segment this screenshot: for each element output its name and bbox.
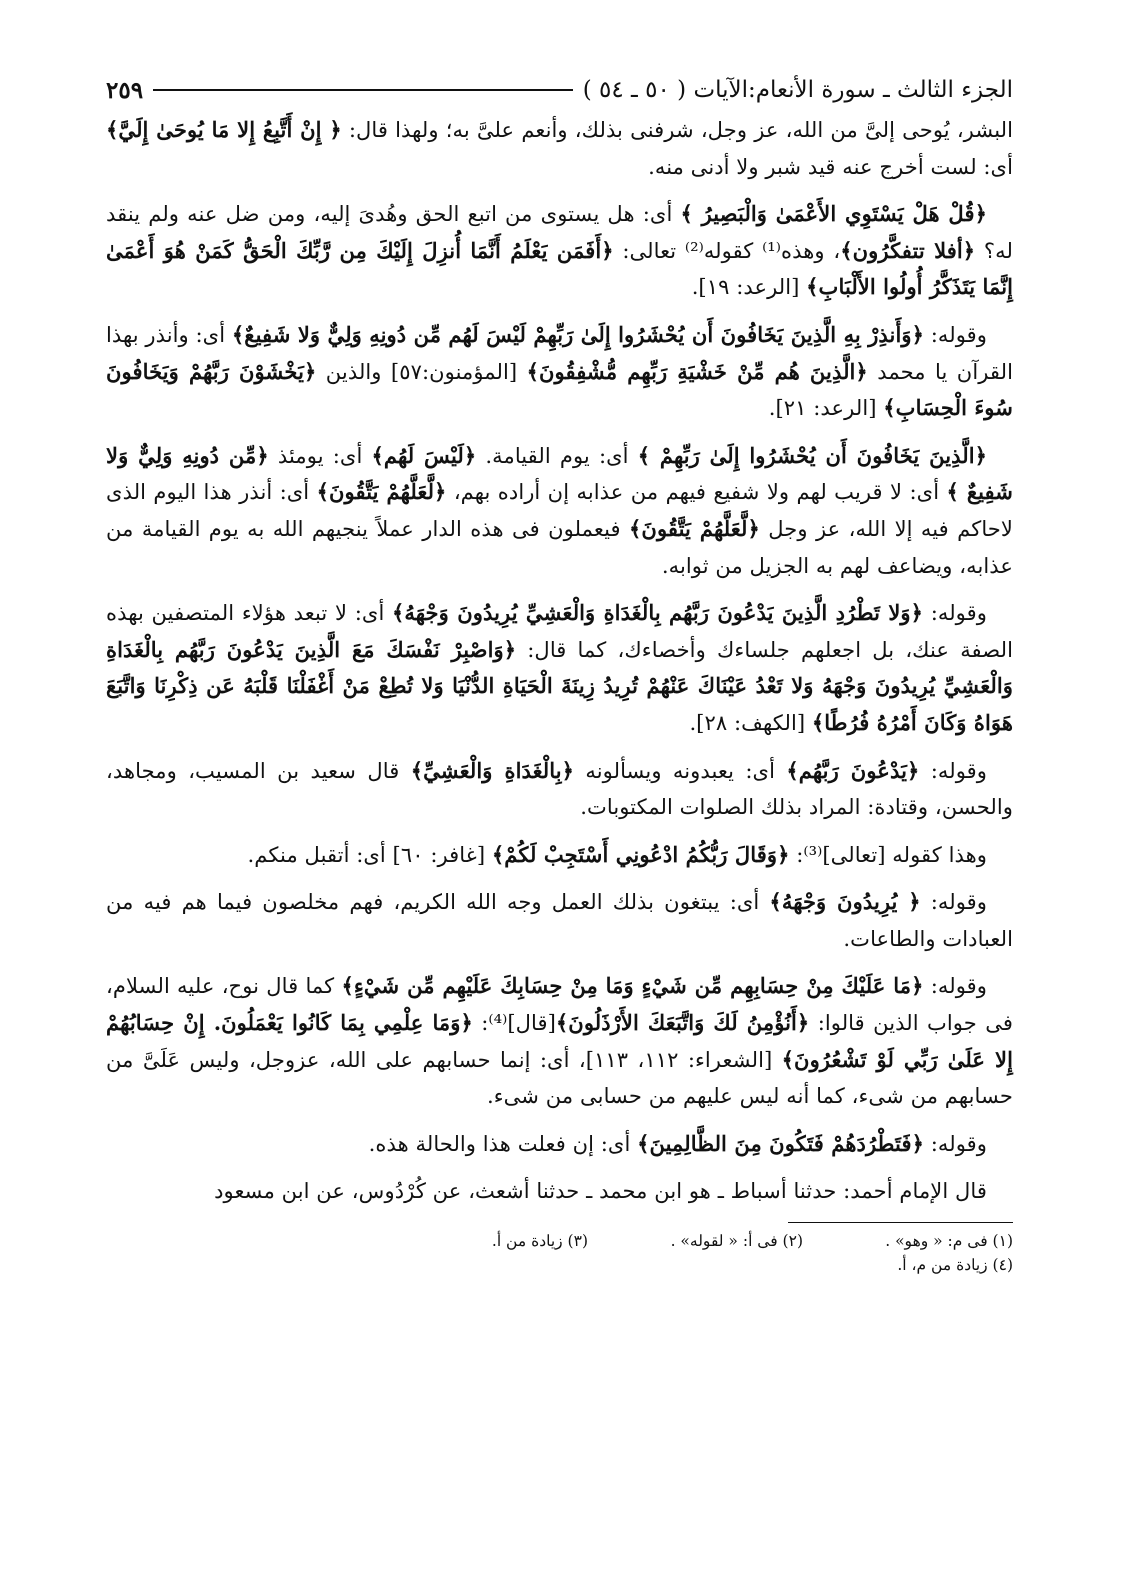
quran-quote: ﴿قُلْ هَلْ يَسْتَوِي الأَعْمَىٰ وَالْبَصِيرُ ﴾ xyxy=(680,201,987,227)
paragraph xyxy=(106,968,1013,1114)
text-run: [الرعد: ٢١]. xyxy=(768,395,884,421)
quran-quote: ﴿أفلا تتفكَّرُون﴾ xyxy=(840,237,976,263)
quran-quote: ﴿وَاصْبِرْ نَفْسَكَ مَعَ الَّذِينَ يَدْعُونَ رَبَّهُم بِالْغَدَاةِ وَالْعَشِيِّ يُرِيدُونَ وَجْهَهُ وَلا تَعْدُ عَيْنَاكَ عَنْهُمْ تُرِيدُ زِينَةَ الْحَيَاةِ الدُّنْيَا وَلا تُطِعْ مَنْ أَغْفَلْنَا قَلْبَهُ عَن ذِكْرِنَا وَاتَّبَعَ هَوَاهُ وَكَانَ أَمْرُهُ فُرُطًا﴾ xyxy=(106,636,1013,735)
paragraph xyxy=(106,837,1013,874)
footnote-1: (١) فى م: « وهو» . xyxy=(885,1232,1013,1251)
body-text xyxy=(106,112,1013,1210)
paragraph xyxy=(106,753,1013,826)
text-run: أى: أنذر هذا اليوم الذى لاحاكم فيه إلا الله، عز وجل xyxy=(106,479,1013,541)
text-run: أى: إن فعلت هذا والحالة هذه. xyxy=(368,1130,638,1156)
footnote-4: (٤) زيادة من م، أ. xyxy=(897,1256,1013,1275)
text-run: أى: هل يستوى من اتبع الحق وهُدىَ إليه، ومن ضل عنه ولم ينقد له؟ xyxy=(106,201,1013,263)
quran-quote: ﴿أَنُؤْمِنُ لَكَ وَاتَّبَعَكَ الأَرْذَلُونَ﴾ xyxy=(555,1010,810,1036)
text-run: [قال]⁽⁴⁾: xyxy=(472,1010,556,1036)
text-run: أى: يعبدونه ويسألونه xyxy=(574,757,787,783)
text-run: [غافر: ٦٠] أى: أتقبل منكم. xyxy=(247,841,492,867)
footnote-row xyxy=(106,1253,1013,1277)
text-run: قال الإمام أحمد: حدثنا أسباط ـ هو ابن محمد ـ حدثنا أشعث، عن كُرْدُوس، عن ابن مسعود xyxy=(214,1178,987,1204)
paragraph xyxy=(106,884,1013,957)
text-run: كما قال نوح، عليه السلام، فى جواب الذين قالوا: xyxy=(106,973,1014,1036)
text-run: أى: وأنذر بهذا القرآن يا محمد xyxy=(106,321,1013,384)
quran-quote: ﴿وَأَنذِرْ بِهِ الَّذِينَ يَخَافُونَ أَن يُحْشَرُوا إِلَىٰ رَبِّهِمْ لَيْسَ لَهُم مِّن دُونِهِ وَلِيٌّ وَلا شَفِيعٌ﴾ xyxy=(231,321,924,347)
footnote-row xyxy=(106,1229,1013,1253)
text-run: وقوله: xyxy=(923,600,987,626)
paragraph xyxy=(106,1173,1013,1210)
paragraph xyxy=(106,196,1013,306)
text-run: [الرعد: ١٩]. xyxy=(691,274,807,300)
text-run: وقوله: xyxy=(923,973,988,999)
text-run: [الكهف: ٢٨]. xyxy=(689,709,812,735)
text-run: [الشعراء: ١١٢، ١١٣]، أى: إنما حسابهم على الله، عزوجل، وليس عَلَىَّ من حسابهم من شىء، كما أنه ليس عليهم من حسابى من شىء. xyxy=(106,1046,1013,1109)
text-run: أى: لا تبعد هؤلاء المتصفين بهذه الصفة عنك، بل اجعلهم جلساءك وأخصاءك، كما قال: xyxy=(106,600,1013,662)
text-run: أى: يومئذ xyxy=(268,442,372,468)
quran-quote: ﴿لَّعَلَّهُمْ يَتَّقُونَ﴾ xyxy=(629,515,760,541)
page-number: ٢٥٩ xyxy=(106,76,144,104)
text-run: فيعملون فى هذه الدار عملاً ينجيهم الله به يوم القيامة من عذابه، ويضاعف لهم به الجزيل من ثوابه. xyxy=(106,515,1013,578)
text-run: [المؤمنون:٥٧] والذين xyxy=(316,358,527,384)
text-run: وقوله: xyxy=(920,889,987,915)
quran-quote: ﴿ إِنْ أَتَّبِعُ إِلا مَا يُوحَىٰ إِلَيَّ﴾ xyxy=(106,117,342,142)
quran-quote: ﴿الَّذِينَ يَخَافُونَ أَن يُحْشَرُوا إِلَىٰ رَبِّهِمْ ﴾ xyxy=(637,442,987,468)
quran-quote: ﴿مَا عَلَيْكَ مِنْ حِسَابِهِم مِّن شَيْءٍ وَمَا مِنْ حِسَابِكَ عَلَيْهِم مِّن شَيْءٍ﴾ xyxy=(341,973,924,999)
quran-quote: ﴿وَمَا عِلْمِي بِمَا كَانُوا يَعْمَلُونَ. إِنْ حِسَابُهُمْ إِلا عَلَىٰ رَبِّي لَوْ تَشْعُرُونَ﴾ xyxy=(106,1010,1013,1072)
footnote-3: (٣) زيادة من أ. xyxy=(491,1232,588,1251)
quran-quote: ﴿يَخْشَوْنَ رَبَّهُمْ وَيَخَافُونَ سُوءَ الْحِسَابِ﴾ xyxy=(106,358,1013,421)
quran-quote: ﴿وَقَالَ رَبُّكُمُ ادْعُونِي أَسْتَجِبْ لَكُمْ﴾ xyxy=(491,841,790,867)
quran-quote: ﴿مِّن دُونِهِ وَلِيٌّ وَلا شَفِيعٌ ﴾ xyxy=(106,442,1014,505)
header-title: الجزء الثالث ـ سورة الأنعام:الآيات ( ٥٠ ـ ٥٤ ) xyxy=(582,77,1013,103)
quran-quote: ﴿بِالْغَدَاةِ وَالْعَشِيِّ﴾ xyxy=(410,757,575,783)
footnote-separator xyxy=(788,1222,1013,1223)
text-run: قال سعيد بن المسيب، ومجاهد، والحسن، وقتادة: المراد بذلك الصلوات المكتوبات. xyxy=(106,757,1013,820)
text-run: وقوله: xyxy=(924,1130,987,1156)
paragraph xyxy=(106,1126,1013,1163)
quran-quote: ﴿أَفَمَن يَعْلَمُ أَنَّمَا أُنزِلَ إِلَيْكَ مِن رَّبِّكَ الْحَقُّ كَمَنْ هُوَ أَعْمَىٰ إِنَّمَا يَتَذَكَّرُ أُولُوا الأَلْبَابِ﴾ xyxy=(106,237,1013,300)
text-run: أى: لا قريب لهم ولا شفيع فيهم من عذابه إن أراده بهم، xyxy=(446,479,947,505)
quran-quote: ﴿لَيْسَ لَهُم﴾ xyxy=(371,442,477,468)
running-header xyxy=(106,68,1013,112)
quran-quote: ﴿ يُرِيدُونَ وَجْهَهُ﴾ xyxy=(769,889,921,915)
text-run: أى: يبتغون بذلك العمل وجه الله الكريم، فهم مخلصون فيما هم فيه من العبادات والطاعات. xyxy=(106,889,1013,951)
paragraph xyxy=(106,438,1013,584)
footnotes xyxy=(106,1229,1013,1277)
paragraph xyxy=(106,595,1013,741)
text-run: البشر، يُوحى إلىَّ من الله، عز وجل، شرفنى بذلك، وأنعم علىَّ به؛ ولهذا قال: xyxy=(341,117,1013,142)
header-rule xyxy=(153,89,573,91)
text-run: أى: يوم القيامة. xyxy=(476,442,638,468)
text-run: وقوله: xyxy=(924,321,988,347)
footnote-2: (٢) فى أ: « لقوله» . xyxy=(670,1232,803,1251)
quran-quote: ﴿لَّعَلَّهُمْ يَتَّقُونَ﴾ xyxy=(316,479,447,505)
text-run: وهذا كقوله [تعالى]⁽³⁾: xyxy=(789,841,987,867)
quran-quote: ﴿فَتَطْرُدَهُمْ فَتَكُونَ مِنَ الظَّالِمِينَ﴾ xyxy=(637,1130,924,1156)
text-run: أى: لست أخرج عنه قيد شبر ولا أدنى منه. xyxy=(648,153,1013,179)
paragraph xyxy=(106,317,1013,427)
text-run: ، وهذه⁽¹⁾ كقوله⁽²⁾ تعالى: xyxy=(613,237,841,263)
text-run: وقوله: xyxy=(919,757,988,783)
quran-quote: ﴿الَّذِينَ هُم مِّنْ خَشْيَةِ رَبِّهِم مُّشْفِقُونَ﴾ xyxy=(526,358,868,384)
quran-quote: ﴿وَلا تَطْرُدِ الَّذِينَ يَدْعُونَ رَبَّهُم بِالْغَدَاةِ وَالْعَشِيِّ يُرِيدُونَ وَجْهَهُ﴾ xyxy=(392,600,924,626)
paragraph xyxy=(106,112,1013,185)
quran-quote: ﴿يَدْعُونَ رَبَّهُم﴾ xyxy=(786,757,920,783)
